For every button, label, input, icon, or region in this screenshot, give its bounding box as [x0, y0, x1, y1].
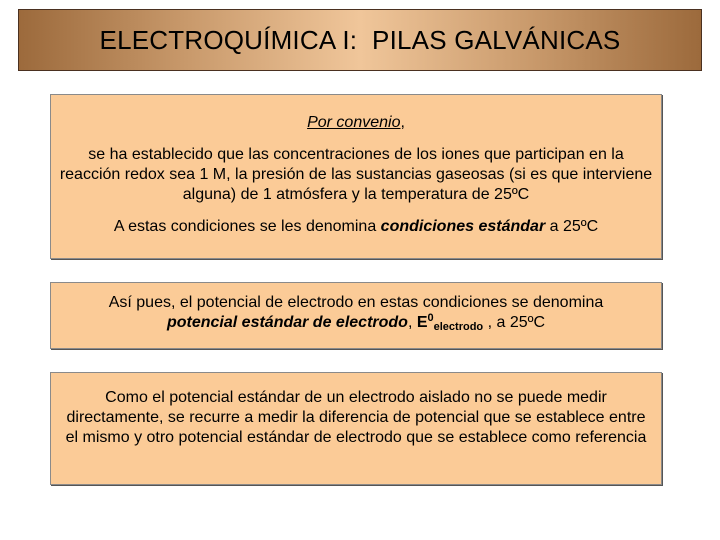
potential-line2 — [51, 313, 661, 333]
conditions-prefix: A estas condiciones se les denomina — [113, 218, 381, 235]
title-banner — [18, 9, 702, 71]
convention-comma: , — [400, 114, 405, 131]
reference-paragraph: Como el potencial estándar de un electrodo aislado no se puede medir directamente, se recurre a medir la diferencia de potencial que se establece entre el mismo y otro potencial estándar de electrodo que se establece como referencia — [65, 389, 647, 446]
convention-heading — [51, 113, 661, 133]
symbol-subscript: electrodo — [433, 321, 484, 333]
conditions-term: condiciones estándar — [380, 218, 546, 235]
reference-electrode-box — [50, 372, 662, 485]
conditions-suffix: a 25ºC — [545, 218, 599, 235]
potential-term: potencial estándar de electrodo — [166, 314, 408, 331]
potential-comma: , — [407, 314, 417, 331]
potential-suffix: , a 25ºC — [483, 314, 546, 331]
standard-conditions-box — [50, 94, 662, 259]
convention-paragraph: se ha establecido que las concentraciones de los iones que participan en la reacción redox sea 1 M, la presión de las sustancias gaseosas (si es que interviene alguna) de 1 atmósfera y la temperatura de 25ºC — [59, 146, 653, 203]
conditions-sentence — [51, 217, 661, 237]
convention-label: Por convenio — [307, 114, 401, 131]
potential-symbol — [417, 314, 483, 331]
standard-potential-box — [50, 282, 662, 349]
potential-line1: Así pues, el potencial de electrodo en estas condiciones se denomina — [108, 294, 604, 311]
page-title: ELECTROQUÍMICA I: PILAS GALVÁNICAS — [99, 24, 621, 55]
symbol-base: E — [416, 314, 428, 331]
symbol-superscript: 0 — [427, 312, 434, 324]
